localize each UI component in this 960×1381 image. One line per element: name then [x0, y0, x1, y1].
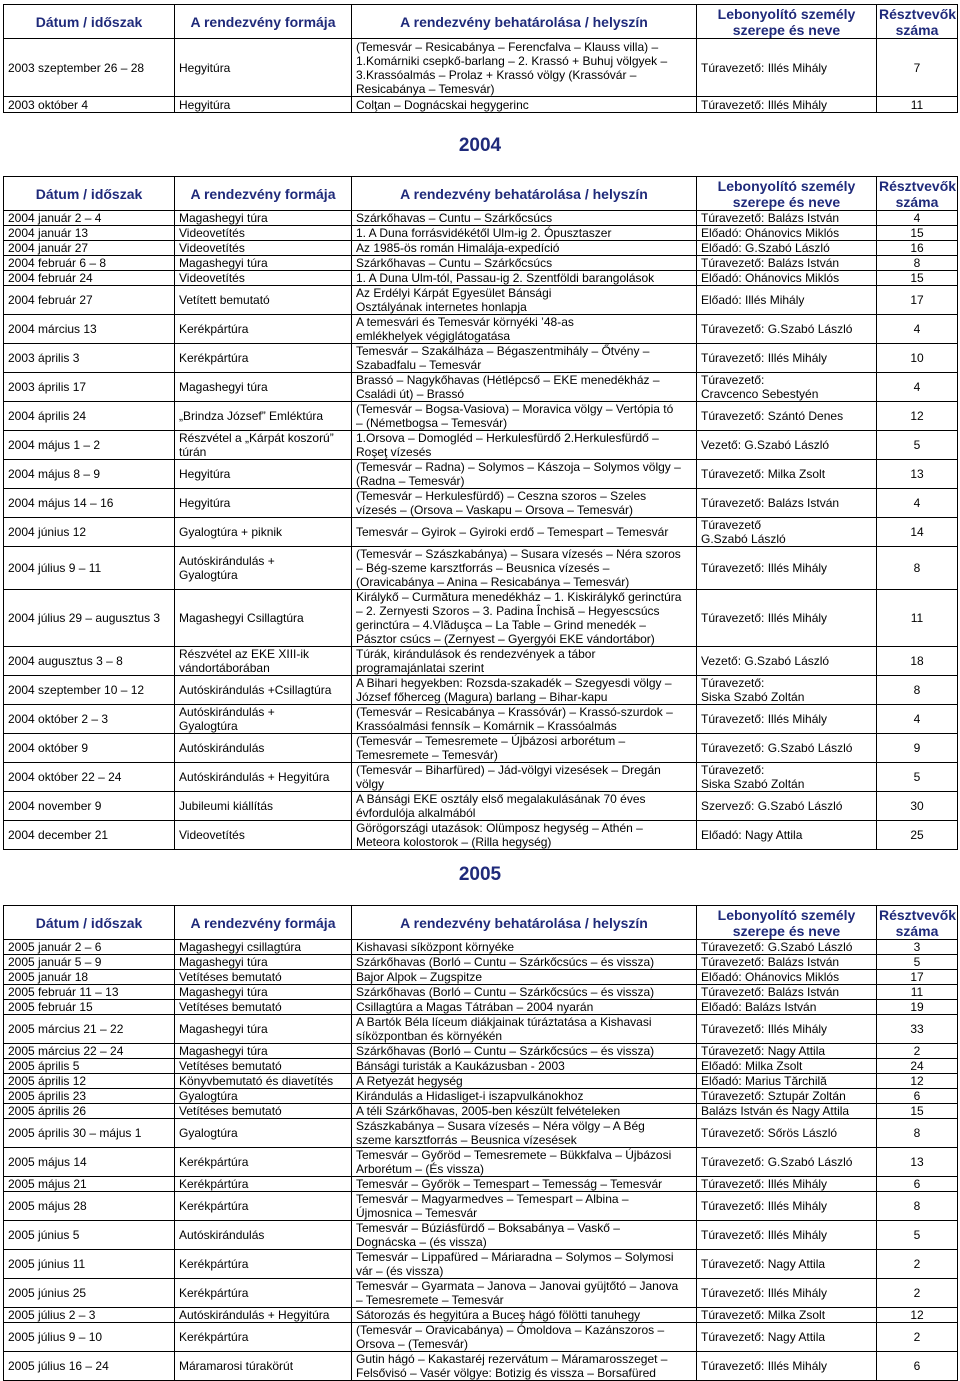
cell-participants: 30 — [877, 792, 958, 821]
cell-form: Kerékpártúra — [175, 1148, 352, 1177]
table-row — [4, 821, 958, 850]
cell-leader: Túravezető: Milka Zsolt — [697, 1308, 877, 1323]
cell-participants: 14 — [877, 518, 958, 547]
cell-participants: 8 — [877, 1192, 958, 1221]
activities-table-2003 — [3, 4, 958, 113]
cell-date: 2004 január 2 – 4 — [4, 211, 175, 226]
cell-form: Autóskirándulás + Hegyitúra — [175, 763, 352, 792]
cell-date: 2004 május 1 – 2 — [4, 431, 175, 460]
cell-leader: Előadó: Ohánovics Miklós — [697, 271, 877, 286]
table-row — [4, 39, 958, 97]
cell-form: Magashegyi túra — [175, 373, 352, 402]
year-heading-2005: 2005 — [458, 864, 502, 885]
cell-description: 1. A Duna Ulm-tól, Passau-ig 2. Szentföldi barangolások — [352, 271, 697, 286]
table-body — [4, 39, 958, 113]
cell-form: Videovetítés — [175, 271, 352, 286]
cell-leader: Túravezető: G.Szabó László — [697, 734, 877, 763]
cell-participants: 17 — [877, 970, 958, 985]
cell-description: A Bihari hegyekben: Rozsda-szakadék – Szegyesdi völgy – József főherceg (Magura) barlang – Bihar-kapu — [352, 676, 697, 705]
table-body — [4, 940, 958, 1381]
table-row — [4, 460, 958, 489]
cell-leader: Túravezető: Illés Mihály — [697, 705, 877, 734]
table-row — [4, 1089, 958, 1104]
cell-participants: 5 — [877, 763, 958, 792]
cell-form: Kerékpártúra — [175, 1250, 352, 1279]
cell-participants: 2 — [877, 1250, 958, 1279]
cell-form: Vetítéses bemutató — [175, 1000, 352, 1015]
cell-date: 2004 március 13 — [4, 315, 175, 344]
table-row — [4, 1221, 958, 1250]
cell-description: Temesvár – Győrök – Temespart – Temesság – Temesvár — [352, 1177, 697, 1192]
cell-description: Szárkőhavas (Borló – Cuntu – Szárkőcsúcs – és vissza) — [352, 955, 697, 970]
cell-date: 2004 október 9 — [4, 734, 175, 763]
cell-leader: Túravezető: Illés Mihály — [697, 1221, 877, 1250]
cell-participants: 6 — [877, 1177, 958, 1192]
cell-form: Autóskirándulás + Hegyitúra — [175, 1308, 352, 1323]
table-row — [4, 1059, 958, 1074]
cell-form: Autóskirándulás + Gyalogtúra — [175, 547, 352, 590]
table-row — [4, 1250, 958, 1279]
cell-leader: Túravezető: Illés Mihály — [697, 1015, 877, 1044]
table-row — [4, 373, 958, 402]
cell-description: A temesvári és Temesvár környéki ’48-as emlékhelyek végiglátogatása — [352, 315, 697, 344]
cell-leader: Szervező: G.Szabó László — [697, 792, 877, 821]
cell-form: Magashegyi túra — [175, 955, 352, 970]
cell-date: 2004 május 14 – 16 — [4, 489, 175, 518]
cell-leader: Előadó: G.Szabó László — [697, 241, 877, 256]
cell-description: (Temesvár – Resicabánya – Krassóvár) – Krassó-szurdok – Krassóalmási fennsík – Komárnik – Krassóalmás — [352, 705, 697, 734]
cell-description: 1. A Duna forrásvidékétől Ulm-ig 2. Ópusztaszer — [352, 226, 697, 241]
cell-date: 2004 augusztus 3 – 8 — [4, 647, 175, 676]
cell-form: Videovetítés — [175, 226, 352, 241]
table-row — [4, 590, 958, 647]
table-row — [4, 1074, 958, 1089]
cell-description: (Temesvár – Bogsa-Vasiova) – Moravica völgy – Vertópia tó – (Németbogsa – Temesvár) — [352, 402, 697, 431]
header-leader: Lebonyolító személy szerepe és neve — [697, 906, 877, 940]
header-date: Dátum / időszak — [4, 906, 175, 940]
cell-participants: 25 — [877, 821, 958, 850]
cell-form: Gyalogtúra + piknik — [175, 518, 352, 547]
cell-participants: 15 — [877, 226, 958, 241]
cell-date: 2005 február 15 — [4, 1000, 175, 1015]
cell-description: A téli Szárkőhavas, 2005-ben készült felvételeken — [352, 1104, 697, 1119]
activities-table-2004 — [3, 176, 958, 850]
table-row — [4, 344, 958, 373]
header-leader: Lebonyolító személy szerepe és neve — [697, 177, 877, 211]
cell-leader: Túravezető: Nagy Attila — [697, 1250, 877, 1279]
table-row — [4, 211, 958, 226]
cell-participants: 6 — [877, 1089, 958, 1104]
cell-leader: Túravezető: Cravcenco Sebestyén — [697, 373, 877, 402]
cell-description: Bánsági turisták a Kaukázusban - 2003 — [352, 1059, 697, 1074]
cell-form: Autóskirándulás + Gyalogtúra — [175, 705, 352, 734]
cell-form: Vetítéses bemutató — [175, 1059, 352, 1074]
cell-date: 2005 július 16 – 24 — [4, 1352, 175, 1381]
cell-leader: Túravezető: Illés Mihály — [697, 344, 877, 373]
cell-leader: Túravezető: Balázs István — [697, 985, 877, 1000]
table-row — [4, 1177, 958, 1192]
cell-description: Temesvár – Búziásfürdő – Boksabánya – Vaskő – Dognácska – (és vissza) — [352, 1221, 697, 1250]
cell-participants: 4 — [877, 489, 958, 518]
cell-participants: 4 — [877, 211, 958, 226]
cell-description: Az 1985-ös román Himalája-expedíció — [352, 241, 697, 256]
cell-date: 2003 szeptember 26 – 28 — [4, 39, 175, 97]
cell-form: Kerékpártúra — [175, 1279, 352, 1308]
cell-date: 2005 április 23 — [4, 1089, 175, 1104]
cell-participants: 13 — [877, 460, 958, 489]
cell-description: Temesvár – Magyarmedves – Temespart – Albina – Újmosnica – Temesvár — [352, 1192, 697, 1221]
table-row — [4, 1015, 958, 1044]
header-date: Dátum / időszak — [4, 5, 175, 39]
cell-date: 2004 február 27 — [4, 286, 175, 315]
header-participants: Résztvevők száma — [877, 5, 958, 39]
cell-description: Görögországi utazások: Olümposz hegység – Athén – Meteora kolostorok – (Rilla hegység) — [352, 821, 697, 850]
cell-leader: Túravezető: Illés Mihály — [697, 1177, 877, 1192]
cell-date: 2005 február 11 – 13 — [4, 985, 175, 1000]
cell-leader: Túravezető: G.Szabó László — [697, 940, 877, 955]
cell-description: (Temesvár – Szászkabánya) – Susara vízesés – Néra szoros – Bég-szeme karsztforrás – Beusnica vízesés – (Oravicabánya – Anina – Resicabánya – Temesvár) — [352, 547, 697, 590]
cell-description: Kishavasi síközpont környéke — [352, 940, 697, 955]
cell-participants: 16 — [877, 241, 958, 256]
cell-date: 2004 december 21 — [4, 821, 175, 850]
cell-form: Kerékpártúra — [175, 1192, 352, 1221]
cell-form: Máramarosi túrakörút — [175, 1352, 352, 1381]
cell-form: Videovetítés — [175, 821, 352, 850]
cell-participants: 5 — [877, 431, 958, 460]
table-row — [4, 547, 958, 590]
cell-leader: Túravezető: Illés Mihály — [697, 1192, 877, 1221]
cell-date: 2005 június 25 — [4, 1279, 175, 1308]
cell-form: Hegyitúra — [175, 460, 352, 489]
cell-leader: Vezető: G.Szabó László — [697, 647, 877, 676]
cell-description: 1.Orsova – Domogléd – Herkulesfürdő 2.Herkulesfürdő – Roşeţ vízesés — [352, 431, 697, 460]
cell-date: 2005 március 21 – 22 — [4, 1015, 175, 1044]
cell-date: 2004 október 22 – 24 — [4, 763, 175, 792]
cell-participants: 7 — [877, 39, 958, 97]
table-row — [4, 734, 958, 763]
header-form: A rendezvény formája — [175, 906, 352, 940]
cell-leader: Balázs István és Nagy Attila — [697, 1104, 877, 1119]
cell-leader: Túravezető: Balázs István — [697, 955, 877, 970]
cell-description: Szárkőhavas – Cuntu – Szárkőcsúcs — [352, 256, 697, 271]
cell-leader: Előadó: Illés Mihály — [697, 286, 877, 315]
table-row — [4, 1148, 958, 1177]
cell-date: 2004 július 9 – 11 — [4, 547, 175, 590]
cell-participants: 33 — [877, 1015, 958, 1044]
cell-participants: 9 — [877, 734, 958, 763]
cell-participants: 11 — [877, 97, 958, 113]
table-row — [4, 431, 958, 460]
cell-date: 2003 április 17 — [4, 373, 175, 402]
cell-leader: Túravezető: Siska Szabó Zoltán — [697, 676, 877, 705]
cell-leader: Vezető: G.Szabó László — [697, 431, 877, 460]
cell-form: Magashegyi túra — [175, 211, 352, 226]
table-row — [4, 1279, 958, 1308]
cell-date: 2004 február 6 – 8 — [4, 256, 175, 271]
cell-leader: Előadó: Balázs István — [697, 1000, 877, 1015]
cell-date: 2005 április 12 — [4, 1074, 175, 1089]
cell-description: Bajor Alpok – Zugspitze — [352, 970, 697, 985]
cell-leader: Túravezető: Illés Mihály — [697, 547, 877, 590]
cell-description: A Retyezát hegység — [352, 1074, 697, 1089]
cell-description: Túrák, kirándulások és rendezvények a tábor programajánlatai szerint — [352, 647, 697, 676]
cell-date: 2004 június 12 — [4, 518, 175, 547]
header-description: A rendezvény behatárolása / helyszín — [352, 906, 697, 940]
cell-form: Gyalogtúra — [175, 1089, 352, 1104]
cell-participants: 17 — [877, 286, 958, 315]
cell-participants: 4 — [877, 315, 958, 344]
table-row — [4, 1352, 958, 1381]
cell-leader: Túravezető: Balázs István — [697, 489, 877, 518]
cell-leader: Előadó: Ohánovics Miklós — [697, 226, 877, 241]
cell-description: Királykő – Curmătura menedékház – 1. Kiskirálykő gerinctúra – 2. Zernyesti Szoros – 3. Padina Închisă – Hegyescsúcs gerinctúra – 4.Vlăduşca – La Table – Grind menedék – Pásztor csúcs – (Zernyest – Gyergyói EKE vándortábor) — [352, 590, 697, 647]
cell-leader: Túravezető: Sőrös László — [697, 1119, 877, 1148]
header-leader: Lebonyolító személy szerepe és neve — [697, 5, 877, 39]
cell-date: 2004 november 9 — [4, 792, 175, 821]
table-row — [4, 705, 958, 734]
cell-leader: Előadó: Milka Zsolt — [697, 1059, 877, 1074]
cell-form: Hegyitúra — [175, 97, 352, 113]
cell-form: „Brindza József” Emléktúra — [175, 402, 352, 431]
cell-description: (Temesvár – Oravicabánya) – Ómoldova – Kazánszoros – Orsova – (Temesvár) — [352, 1323, 697, 1352]
table-row — [4, 271, 958, 286]
table-row — [4, 955, 958, 970]
cell-form: Magashegyi túra — [175, 1015, 352, 1044]
table-row — [4, 1104, 958, 1119]
cell-description: Szárkőhavas – Cuntu – Szárkőcsúcs — [352, 211, 697, 226]
table-row — [4, 1323, 958, 1352]
cell-form: Részvétel az EKE XIII-ik vándortáborában — [175, 647, 352, 676]
cell-description: Temesvár – Gyirok – Gyiroki erdő – Temespart – Temesvár — [352, 518, 697, 547]
cell-form: Autóskirándulás — [175, 1221, 352, 1250]
table-row — [4, 647, 958, 676]
cell-leader: Túravezető: Nagy Attila — [697, 1044, 877, 1059]
cell-participants: 5 — [877, 1221, 958, 1250]
cell-participants: 13 — [877, 1148, 958, 1177]
header-form: A rendezvény formája — [175, 5, 352, 39]
cell-form: Magashegyi Csillagtúra — [175, 590, 352, 647]
cell-description: A Bánsági EKE osztály első megalakulásának 70 éves évfordulója alkalmából — [352, 792, 697, 821]
cell-leader: Előadó: Marius Tărchilă — [697, 1074, 877, 1089]
cell-leader: Túravezető: G.Szabó László — [697, 315, 877, 344]
cell-description: Szárkőhavas (Borló – Cuntu – Szárkőcsúcs – és vissza) — [352, 1044, 697, 1059]
cell-description: Kirándulás a Hidasliget-i iszapvulkánokhoz — [352, 1089, 697, 1104]
cell-participants: 8 — [877, 676, 958, 705]
table-row — [4, 676, 958, 705]
table-row — [4, 1000, 958, 1015]
table-row — [4, 940, 958, 955]
cell-description: Temesvár – Gyarmata – Janova – Janovai gyüjtőtó – Janova – Temesremete – Temesvár — [352, 1279, 697, 1308]
cell-description: Az Erdélyi Kárpát Egyesület Bánsági Osztályának internetes honlapja — [352, 286, 697, 315]
table-row — [4, 1119, 958, 1148]
cell-date: 2003 április 3 — [4, 344, 175, 373]
cell-date: 2005 június 11 — [4, 1250, 175, 1279]
cell-date: 2004 szeptember 10 – 12 — [4, 676, 175, 705]
table-row — [4, 763, 958, 792]
cell-form: Autóskirándulás +Csillagtúra — [175, 676, 352, 705]
cell-date: 2005 április 5 — [4, 1059, 175, 1074]
cell-description: Szászkabánya – Susara vízesés – Néra völgy – A Bég szeme karsztforrás – Beusnica vízesések — [352, 1119, 697, 1148]
cell-form: Könyvbemutató és diavetítés — [175, 1074, 352, 1089]
cell-participants: 11 — [877, 590, 958, 647]
cell-participants: 15 — [877, 271, 958, 286]
cell-date: 2005 május 21 — [4, 1177, 175, 1192]
activities-table-2005 — [3, 905, 958, 1381]
cell-description: (Temesvár – Temesremete – Újbázosi arborétum – Temesremete – Temesvár) — [352, 734, 697, 763]
cell-participants: 24 — [877, 1059, 958, 1074]
cell-leader: Túravezető: Illés Mihály — [697, 1352, 877, 1381]
cell-participants: 4 — [877, 705, 958, 734]
table-row — [4, 1192, 958, 1221]
cell-participants: 8 — [877, 547, 958, 590]
cell-description: Csillagtúra a Magas Tátrában – 2004 nyarán — [352, 1000, 697, 1015]
header-description: A rendezvény behatárolása / helyszín — [352, 177, 697, 211]
cell-participants: 19 — [877, 1000, 958, 1015]
cell-leader: Túravezető: Siska Szabó Zoltán — [697, 763, 877, 792]
cell-leader: Túravezető: Szántó Denes — [697, 402, 877, 431]
cell-form: Részvétel a „Kárpát koszorú” túrán — [175, 431, 352, 460]
table-body — [4, 211, 958, 850]
cell-description: (Temesvár – Biharfüred) – Jád-völgyi vizesések – Dregán völgy — [352, 763, 697, 792]
cell-leader: Túravezető: Illés Mihály — [697, 1279, 877, 1308]
cell-form: Vetítéses bemutató — [175, 970, 352, 985]
cell-leader: Túravezető G.Szabó László — [697, 518, 877, 547]
table-row — [4, 286, 958, 315]
cell-date: 2005 május 14 — [4, 1148, 175, 1177]
table-row — [4, 256, 958, 271]
cell-date: 2004 január 13 — [4, 226, 175, 241]
cell-date: 2004 október 2 – 3 — [4, 705, 175, 734]
cell-description: Colţan – Dognácskai hegygerinc — [352, 97, 697, 113]
cell-leader: Túravezető: Illés Mihály — [697, 39, 877, 97]
table-row — [4, 241, 958, 256]
cell-participants: 5 — [877, 955, 958, 970]
cell-date: 2005 július 9 – 10 — [4, 1323, 175, 1352]
header-date: Dátum / időszak — [4, 177, 175, 211]
cell-form: Vetített bemutató — [175, 286, 352, 315]
cell-date: 2004 május 8 – 9 — [4, 460, 175, 489]
header-form: A rendezvény formája — [175, 177, 352, 211]
cell-participants: 12 — [877, 1308, 958, 1323]
table-row — [4, 792, 958, 821]
table-row — [4, 985, 958, 1000]
table-row — [4, 226, 958, 241]
table-row — [4, 489, 958, 518]
cell-participants: 8 — [877, 1119, 958, 1148]
cell-participants: 6 — [877, 1352, 958, 1381]
cell-date: 2005 május 28 — [4, 1192, 175, 1221]
cell-form: Autóskirándulás — [175, 734, 352, 763]
cell-form: Gyalogtúra — [175, 1119, 352, 1148]
cell-date: 2005 január 2 – 6 — [4, 940, 175, 955]
cell-description: Temesvár – Lippafüred – Máriaradna – Solymos – Solymosi vár – (és vissza) — [352, 1250, 697, 1279]
header-participants: Résztvevők száma — [877, 177, 958, 211]
header-participants: Résztvevők száma — [877, 906, 958, 940]
cell-form: Hegyitúra — [175, 39, 352, 97]
table-row — [4, 970, 958, 985]
table-row — [4, 518, 958, 547]
cell-description: Temesvár – Győröd – Temesremete – Bükkfalva – Újbázosi Arborétum – (És vissza) — [352, 1148, 697, 1177]
cell-participants: 12 — [877, 402, 958, 431]
cell-participants: 11 — [877, 985, 958, 1000]
table-row — [4, 1308, 958, 1323]
cell-form: Kerékpártúra — [175, 344, 352, 373]
cell-date: 2005 július 2 – 3 — [4, 1308, 175, 1323]
cell-form: Magashegyi csillagtúra — [175, 940, 352, 955]
cell-participants: 2 — [877, 1044, 958, 1059]
cell-description: (Temesvár – Resicabánya – Ferencfalva – Klauss villa) – 1.Komárniki csepkő-barlang – 2. Krassó + Buhuj völgyek – 3.Krassóalmás – Prolaz + Krassó völgy (Krassóvár – Resicabánya – Temesvár) — [352, 39, 697, 97]
cell-form: Kerékpártúra — [175, 1177, 352, 1192]
cell-form: Magashegyi túra — [175, 985, 352, 1000]
cell-form: Magashegyi túra — [175, 1044, 352, 1059]
cell-participants: 4 — [877, 373, 958, 402]
cell-form: Videovetítés — [175, 241, 352, 256]
cell-description: Gutin hágó – Kakastaréj rezervátum – Máramarosszeget – Felsővisó – Vasér völgye: Botizig és vissza – Borsafüred — [352, 1352, 697, 1381]
cell-description: Sátorozás és hegyitúra a Buceş hágó fölötti tanuhegy — [352, 1308, 697, 1323]
cell-participants: 18 — [877, 647, 958, 676]
year-heading-2004: 2004 — [458, 135, 502, 156]
cell-participants: 2 — [877, 1323, 958, 1352]
cell-participants: 3 — [877, 940, 958, 955]
cell-description: (Temesvár – Radna) – Solymos – Kászoja – Solymos völgy – (Radna – Temesvár) — [352, 460, 697, 489]
cell-date: 2005 április 30 – május 1 — [4, 1119, 175, 1148]
cell-form: Magashegyi túra — [175, 256, 352, 271]
cell-description: A Bartók Béla líceum diákjainak túráztatása a Kishavasi síközpontban és környékén — [352, 1015, 697, 1044]
cell-form: Kerékpártúra — [175, 315, 352, 344]
cell-leader: Túravezető: Illés Mihály — [697, 97, 877, 113]
cell-leader: Túravezető: Balázs István — [697, 256, 877, 271]
cell-date: 2004 február 24 — [4, 271, 175, 286]
cell-leader: Túravezető: Milka Zsolt — [697, 460, 877, 489]
cell-date: 2004 április 24 — [4, 402, 175, 431]
cell-date: 2005 június 5 — [4, 1221, 175, 1250]
table-row — [4, 97, 958, 113]
cell-leader: Túravezető: Nagy Attila — [697, 1323, 877, 1352]
cell-description: (Temesvár – Herkulesfürdő) – Ceszna szoros – Szeles vízesés – (Orsova – Vaskapu – Orsova – Temesvár) — [352, 489, 697, 518]
cell-leader: Túravezető: G.Szabó László — [697, 1148, 877, 1177]
cell-description: Szárkőhavas (Borló – Cuntu – Szárkőcsúcs – és vissza) — [352, 985, 697, 1000]
cell-form: Kerékpártúra — [175, 1323, 352, 1352]
cell-leader: Előadó: Nagy Attila — [697, 821, 877, 850]
cell-leader: Túravezető: Balázs István — [697, 211, 877, 226]
cell-participants: 12 — [877, 1074, 958, 1089]
cell-description: Brassó – Nagykőhavas (Hétlépcső – EKE menedékház – Családi út) – Brassó — [352, 373, 697, 402]
cell-participants: 8 — [877, 256, 958, 271]
cell-form: Vetítéses bemutató — [175, 1104, 352, 1119]
cell-leader: Előadó: Ohánovics Miklós — [697, 970, 877, 985]
cell-date: 2005 január 5 – 9 — [4, 955, 175, 970]
cell-date: 2004 január 27 — [4, 241, 175, 256]
table-row — [4, 1044, 958, 1059]
cell-date: 2004 július 29 – augusztus 3 — [4, 590, 175, 647]
cell-form: Hegyitúra — [175, 489, 352, 518]
table-row — [4, 315, 958, 344]
cell-date: 2005 január 18 — [4, 970, 175, 985]
cell-leader: Túravezető: Illés Mihály — [697, 590, 877, 647]
cell-description: Temesvár – Szakálháza – Bégaszentmihály – Őtvény – Szabadfalu – Temesvár — [352, 344, 697, 373]
cell-date: 2003 október 4 — [4, 97, 175, 113]
cell-date: 2005 március 22 – 24 — [4, 1044, 175, 1059]
table-row — [4, 402, 958, 431]
cell-participants: 10 — [877, 344, 958, 373]
cell-participants: 2 — [877, 1279, 958, 1308]
cell-participants: 15 — [877, 1104, 958, 1119]
cell-date: 2005 április 26 — [4, 1104, 175, 1119]
cell-leader: Túravezető: Sztupár Zoltán — [697, 1089, 877, 1104]
header-description: A rendezvény behatárolása / helyszín — [352, 5, 697, 39]
cell-form: Jubileumi kiállítás — [175, 792, 352, 821]
